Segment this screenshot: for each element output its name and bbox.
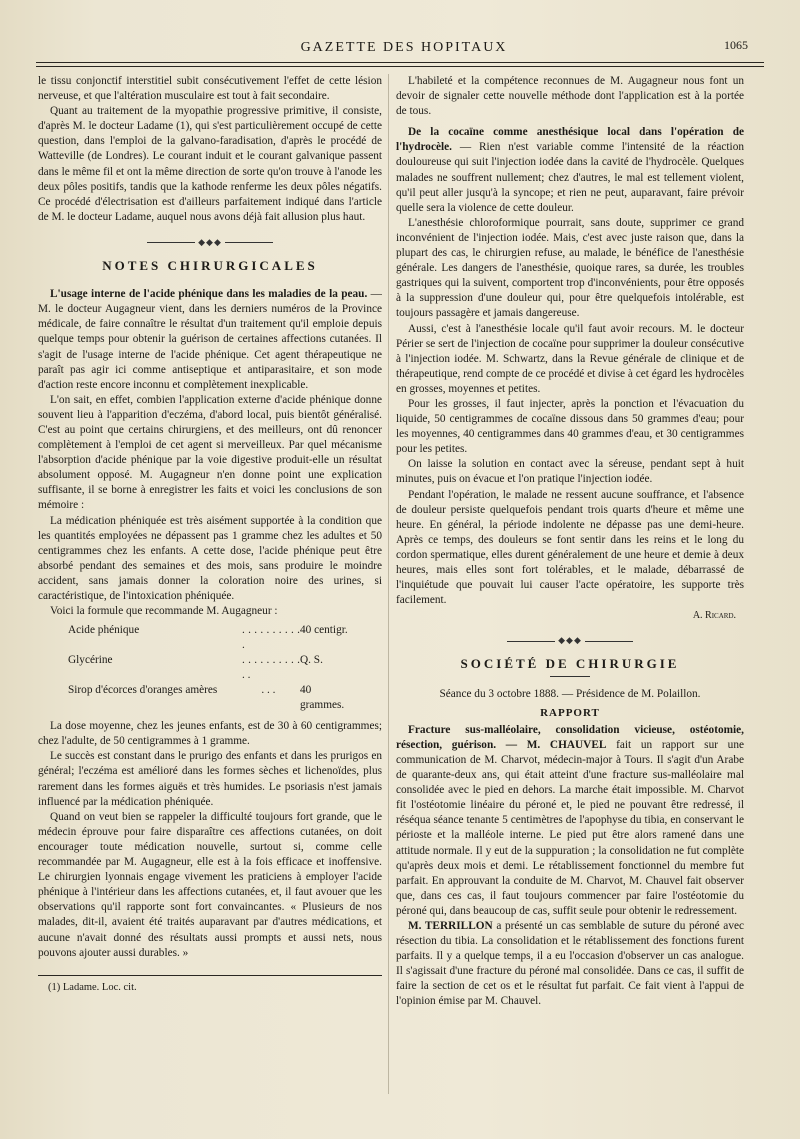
paragraph-text: fait un rapport sur une communication de M. Charvot, médecin-major à Tours. Il s'agit d'un Arabe de quarante-deux ans, qui était atteint d'une fracture sus-malléolaire mal consolidée avec le pied en dehors. La marche était impossible. M. Charvot fit l'ostéotomie linéaire du péroné et, le pied ne pouvant être redressé, il réséqua séance tenante 5 centimètres de l'apophyse du tibia, en conservant le périoste et la malléole interne. Le pied put être alors ramené dans une attitude normale. Il y eut de la suppuration ; la consolidation ne fut complète qu'après deux mois et demi. Le rétablissement fonctionnel du membre fut parfait. En approuvant la conduite de M. Charvot, M. Chauvel fait observer que, dans ces cas, il faut toujours commencer par faire l'ostéotomie du péroné qui, dans beaucoup de cas, suffit seule pour obtenir le redressement. xyxy=(396,738,744,917)
section-title: NOTES CHIRURGICALES xyxy=(102,258,318,274)
article-heading: L'usage interne de l'acide phénique dans les maladies de la peau. xyxy=(50,288,368,301)
formula-leader: . . . . . . . . . . . xyxy=(242,624,300,652)
paragraph-text: — M. le docteur Augagneur vient, dans les derniers numéros de la Province médicale, de faire connaître le résultat d'un traitement qu'il emploie depuis quelque temps pour obtenir la guérison de certaines affections cutanées. Il s'agit de l'usage interne de l'acide phénique. Cet agent thérapeutique ne paraît pas agir ici comme antiseptique et antiparasitaire, et son mode d'action reste encore inconnu et complètement inexplicable. xyxy=(38,288,382,391)
column-divider xyxy=(388,74,389,1094)
formula-table xyxy=(68,623,382,713)
page-number: 1065 xyxy=(724,38,748,52)
paragraph: Le succès est constant dans le prurigo des enfants et dans les prurigos en général; l'eczéma est amélioré dans les formes sèches et lichenoïdes, plus rarement dans les formes aiguës et très humides. Le psoriasis n'est jamais influencé par la médication phéniquée. xyxy=(38,750,382,808)
section-title: SOCIÉTÉ DE CHIRURGIE xyxy=(460,656,680,672)
paragraph: Pour les grosses, il faut injecter, après la ponction et l'évacuation du liquide, 50 centigrammes de cocaïne dissous dans 50 grammes d'eau; pour les moyennes, 40 centigrammes dans 40 grammes d'eau, et 30 centigrammes pour les petites. xyxy=(396,397,744,456)
paragraph: le tissu conjonctif interstitiel subit consécutivement l'effet de cette lésion nerveuse, et que l'altération musculaire est tout à fait secondaire. xyxy=(38,75,382,103)
speaker-name: M. TERRILLON xyxy=(408,919,493,932)
formula-quantity: 40 centigr. xyxy=(300,624,348,637)
paragraph: Pendant l'opération, le malade ne ressent aucune souffrance, et l'absence de douleur persiste quelquefois pendant trois quarts d'heure et même une heure. En général, la période indolente ne dépasse pas une demi-heure. Après ce temps, des douleurs se font sentir dans les reins et le long du cordon spermatique, elles durent généralement de une heure et demie à deux heures, mais elles sont fort tolérables, et le malade, débarrassé de l'inquiétude que pouvait lui causer l'acte opératoire, les supporte très facilement. xyxy=(396,488,744,607)
page-header xyxy=(60,38,748,60)
ornament-divider: ◆◆◆ xyxy=(38,235,382,250)
paragraph: La médication phéniquée est très aisément supportée à la condition que les quantités employées ne dépassent pas 1 gramme chez les adultes et 50 centigrammes chez les enfants. A cette dose, l'acide phénique peut être absorbé pendant des semaines et des mois, sans produire le moindre accident, sans jamais donner la coloration noire des urines, si caractéristique, de l'intoxication phéniquée. xyxy=(38,514,382,602)
paragraph-text: a présenté un cas semblable de suture du péroné avec résection du tibia. La consolidation et le rétablissement des fonctions furent parfaits. Il y a quelque temps, il a eu l'occasion d'observer un cas analogue. Il s'agissait d'une fracture du péroné mal consolidée. Dans ce cas, il suffit de faire la section de cet os et le résultat fut parfait. Ce fait vient à l'appui de l'opinion émise par M. Chauvel. xyxy=(396,919,744,1008)
formula-quantity: 40 grammes. xyxy=(300,684,345,712)
paragraph: Quant au traitement de la myopathie progressive primitive, il consiste, d'après M. le docteur Ladame (1), qui s'est particulièrement occupé de cette question, dans l'emploi de la galvano-faradisation, d'après le procédé de Watteville (de Londres). Le courant induit et le courant galvanique passent dans le même fil et ont la même direction de sorte qu'on trouve à l'anode les deux pôles positifs, tandis que la kathode renferme les deux pôles négatifs. Ce procédé d'électrisation est d'ailleurs parfaitement indiqué dans l'article de M. le docteur Ladame, auquel nous avons déjà fait allusion plus haut. xyxy=(38,105,382,223)
paragraph: L'on sait, en effet, combien l'application externe d'acide phénique donne souvent lieu à l'apparition d'eczéma, d'abord local, puis bientôt généralisé. C'est au point que certains chirurgiens, et des meilleurs, ont dû renoncer complètement à l'emploi de cet agent si merveilleux. Par quel mécanisme l'absorption d'acide phénique par la voie digestive produit-elle un résultat absolument opposé. M. Augagneur n'en donne point une explication suffisante, il se borne à enregistrer les faits et voici les conclusions de son mémoire : xyxy=(38,393,382,512)
formula-row xyxy=(68,683,358,713)
article-heading: Fracture sus-malléolaire, consolidation vicieuse, ostéotomie, résection, guérison. — M. CHAUVEL xyxy=(396,723,744,751)
paragraph: Aussi, c'est à l'anesthésie locale qu'il faut avoir recours. M. le docteur Périer se sert de l'injection de cocaïne pour supprimer la douleur consécutive à l'injection iodée. M. Schwartz, dans la Revue générale de clinique et de thérapeutique, rend compte de ce procédé et divise à cet égard les hydrocèles en grosses, moyennes et petites. xyxy=(396,322,744,395)
paragraph: On laisse la solution en contact avec la séreuse, pendant sept à huit minutes, puis on évacue et l'on pratique l'injection iodée. xyxy=(396,458,744,486)
formula-ingredient: Glycérine xyxy=(68,654,113,667)
paragraph: L'anesthésie chloroformique pourrait, sans doute, supprimer ce grand inconvénient de l'injection iodée. Mais, c'est avec juste raison que, dans la plupart des cas, le chirurgien refuse, au malade, le bénéfice de l'anesthésie générale. Les dangers de l'anesthésie, quoique rares, sa durée, les troubles gastriques qui la suivent, comportent trop d'inconvénients, pour être opposés à la suppression d'une douleur qui, pour être quelquefois intolérable, est toujours passagère et jamais dangereuse. xyxy=(396,216,744,320)
article-heading: De la cocaïne comme anesthésique local dans l'opération de l'hydrocèle. xyxy=(396,126,744,154)
session-line: Séance du 3 octobre 1888. — Présidence de M. Polaillon. xyxy=(439,687,701,700)
article-paragraph xyxy=(38,287,382,393)
paragraph: Quand on veut bien se rappeler la difficulté toujours fort grande, que le médecin éprouve pour faire disparaître ces affections cutanées, on doit encourager toute médication nouvelle, surtout si, comme celle recommandée par M. Augagneur, elle est à la fois efficace et inoffensive. Le chirurgien lyonnais engage vivement les praticiens à employer l'acide phénique à l'intérieur dans les affections cutanées, et, il faut avouer que les observations qu'il rapporte sont fort convaincantes. « Plusieurs de nos malades, dit-il, avaient été traités auparavant par d'autres médications, et aucune n'avait donné des résultats aussi prompts et aussi nets, nous pouvons ajouter aussi durables. » xyxy=(38,810,382,959)
left-column xyxy=(38,74,382,995)
formula-row xyxy=(68,623,358,653)
formula-leader: . . . xyxy=(261,684,276,697)
formula-row xyxy=(68,653,358,683)
formula-ingredient: Sirop d'écorces d'oranges amères xyxy=(68,684,218,697)
page-title: GAZETTE DES HOPITAUX xyxy=(300,40,508,55)
formula-quantity: Q. S. xyxy=(300,654,323,667)
paragraph: La dose moyenne, chez les jeunes enfants, est de 30 à 60 centigrammes; chez l'adulte, de 50 centigrammes à 1 gramme. xyxy=(38,720,382,748)
header-rule xyxy=(36,62,764,67)
paragraph: Voici la formule que recommande M. Augagneur : xyxy=(50,605,278,618)
article-paragraph xyxy=(396,125,744,216)
subsection-title: RAPPORT xyxy=(540,706,600,719)
author-signature: A. Ricard. xyxy=(692,610,736,622)
article-paragraph xyxy=(396,919,744,1010)
footnote: (1) Ladame. Loc. cit. xyxy=(48,981,137,993)
formula-leader: . . . . . . . . . . . . xyxy=(242,654,300,682)
paragraph-text: — Rien n'est variable comme l'intensité de la réaction douloureuse qui suit l'injection iodée dans la cavité de l'hydrocèle. Quelques malades ne souffrent nullement; chez d'autres, le mal est tellement violent, qu'il peut aller jusqu'à la syncope; et rien ne peut, auparavant, faire prévoir quelle sera la violence de cette douleur. xyxy=(396,141,744,214)
paragraph: L'habileté et la compétence reconnues de M. Augagneur nous font un devoir de signaler cette nouvelle méthode dont l'application est à la portée de tous. xyxy=(396,75,744,118)
formula-ingredient: Acide phénique xyxy=(68,624,140,637)
article-paragraph xyxy=(396,723,744,919)
ornament-divider: ◆◆◆ xyxy=(396,633,744,648)
short-rule xyxy=(550,676,590,677)
footnote-rule xyxy=(38,975,382,976)
right-column xyxy=(396,74,744,1010)
